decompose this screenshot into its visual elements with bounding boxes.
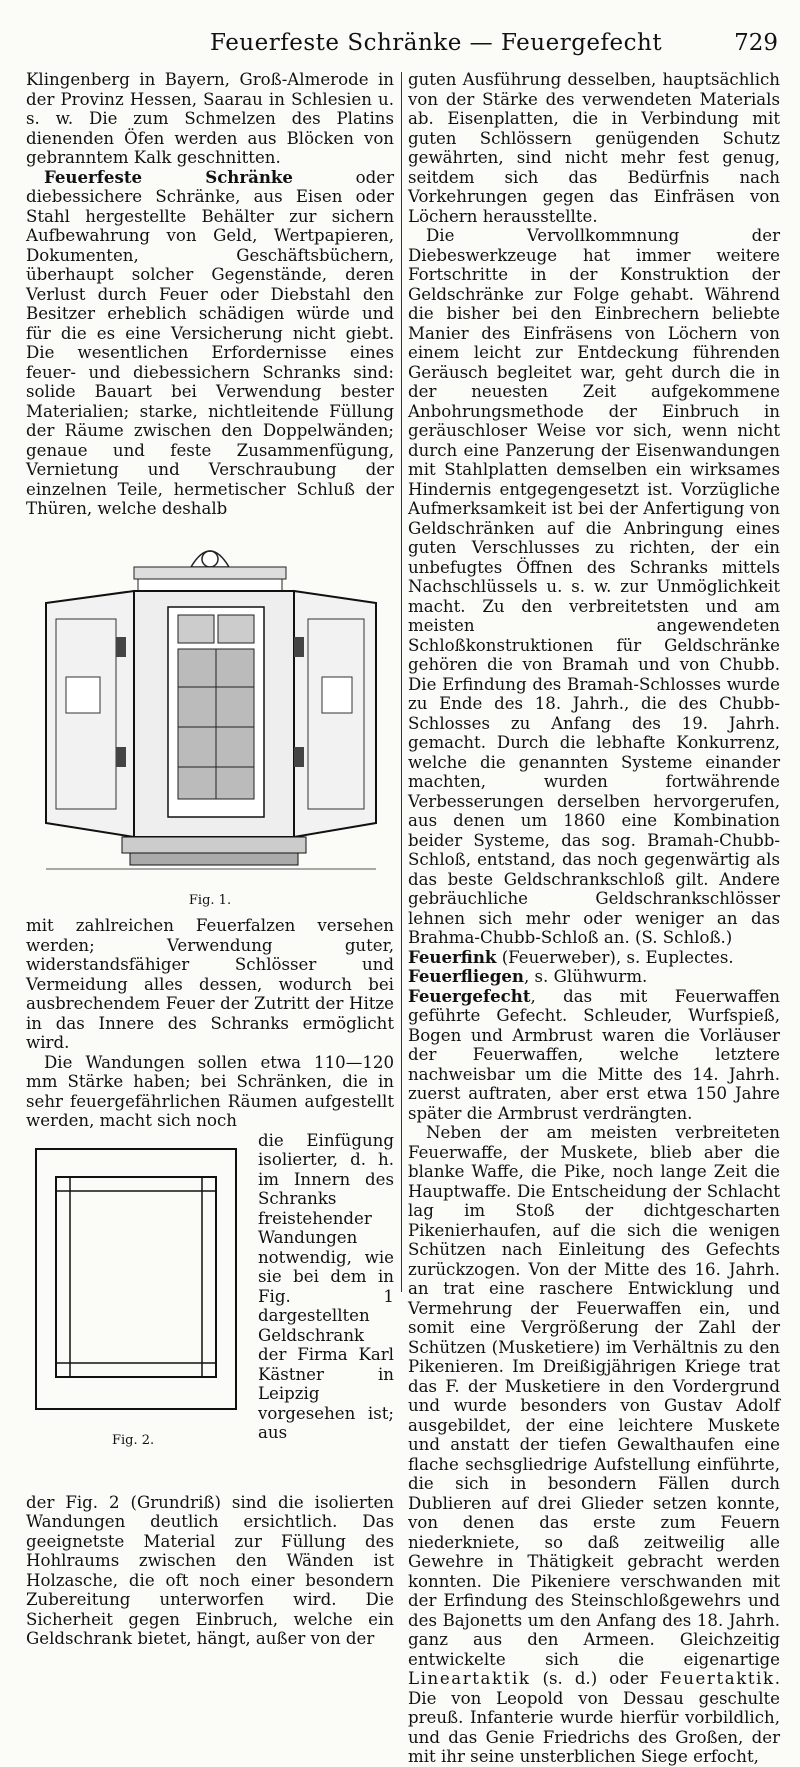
entry-feuerfeste-schraenke — [26, 168, 394, 519]
headword: Feuerfliegen — [408, 966, 524, 986]
column-divider — [401, 72, 402, 1292]
paragraph — [408, 1123, 780, 1767]
paragraph: guten Ausführung desselben, hauptsächlich von der Stärke des verwendeten Materials ab. Eisenplatten, die in Verbindung mit guten Schlössern genügenden Schutz gewährten, sind nicht mehr fest genug, seitdem sich das Bedürfnis nach Vorkehrungen gegen das Einfräsen von Löchern herausstellte. — [408, 70, 780, 226]
headword: Feuerfink — [408, 946, 497, 967]
figure-2-block — [26, 1131, 394, 1493]
entry-text: , das mit Feuerwaffen geführte Gefecht. Schleuder, Wurfspieß, Bogen und Armbrust waren die Vorläuser der Feuerwaffen, welche letztere nachweisbar um die Mitte des 14. Jahrh. zuerst auftraten, aber erst etwa 150 Jahre später die Armbrust verdrängten. — [408, 986, 780, 1123]
paragraph: Die Wandungen sollen etwa 110—120 mm Stärke haben; bei Schränken, die in sehr feuergefährlichen Räumen aufgestellt werden, macht sich noch — [26, 1052, 394, 1130]
figure-2-caption: Fig. 2. — [112, 1432, 155, 1448]
figure-2-floorplan — [26, 1137, 248, 1429]
right-column — [408, 70, 780, 1767]
page-number: 729 — [734, 30, 778, 56]
page-header — [0, 0, 800, 70]
entry-feuerfliegen — [408, 967, 780, 987]
spaced-term: Feuertaktik — [659, 1669, 775, 1688]
figure-1-safe-illustration — [26, 527, 394, 887]
entry-text: oder diebessichere Schränke, aus Eisen oder Stahl hergestellte Behälter zur sichern Aufbewahrung von Geld, Wertpapieren, Dokumenten, Geschäftsbüchern, überhaupt solcher Gegenstände, deren Verlust durch Feuer oder Diebstahl den Besitzer erheblich schädigen würde und für die es eine Versicherung nicht giebt. Die wesentlichen Erfordernisse eines feuer- und diebessichern Schranks sind: solide Bauart bei Verwendung bester Materialien; starke, nichtleitende Füllung der Räume zwischen den Doppelwänden; genaue und feste Zusammenfügung, Vernietung und Verschraubung der einzelnen Teile, hermetischer Schluß der Thüren, welche deshalb — [26, 167, 394, 518]
paragraph: Die Vervollkommnung der Diebeswerkzeuge hat immer weitere Fortschritte in der Konstruktion der Geldschränke zur Folge gehabt. Während die bisher bei den Einbrechern beliebte Manier des Einfräsens von Löchern von einem leicht zur Entdeckung führenden Geräusch begleitet war, geht durch die in der neuesten Zeit aufgekommene Anbohrungsmethode der Einbruch in geräuschloser Weise vor sich, wenn nicht durch eine Panzerung der Eisenwandungen mit Stahlplatten demselben ein wirksames Hindernis entgegengesetzt ist. Vorzügliche Aufmerksamkeit ist bei der Anfertigung von Geldschränken auf die Anbringung eines guten Verschlusses zu richten, der ein unbefugtes Öffnen des Schranks mittels Nachschlüssels u. s. w. zur Unmöglichkeit macht. Zu den verbreitetsten und am meisten angewendeten Schloßkonstruktionen für Geldschränke gehören die von Bramah und von Chubb. Die Erfindung des Bramah-Schlosses wurde zu Ende des 18. Jahrh., die des Chubb-Schlosses zu Anfang des 19. Jahrh. gemacht. Durch die lebhafte Konkurrenz, welche die genannten Systeme einander machten, wurden fortwährende Verbesserungen derselben hervorgerufen, aus denen um 1860 eine Kombination beider Systeme, das sog. Bramah-Chubb-Schloß, entstand, das noch gegenwärtig als das beste Geldschrankschloß gilt. Andere gebräuchliche Geldschrankschlösser lehnen sich mehr oder weniger an das Brahma-Chubb-Schloß an. (S. Schloß.) — [408, 226, 780, 947]
paragraph-text: (s. d.) oder — [530, 1669, 660, 1688]
spaced-term: Lineartaktik — [408, 1669, 531, 1688]
entry-feuergefecht — [408, 987, 780, 1124]
paragraph: Klingenberg in Bayern, Groß-Almerode in der Provinz Hessen, Saarau in Schlesien u. s. w. Die zum Schmelzen des Platins dienenden Öfen werden aus Blöcken von gebranntem Kalk geschnitten. — [26, 70, 394, 167]
headword: Feuergefecht — [408, 985, 531, 1006]
paragraph: mit zahlreichen Feuerfalzen versehen werden; Verwendung guter, widerstandsfähiger Schlösser und Vermeidung alles dessen, wodurch bei ausbrechendem Feuer der Zutritt der Hitze in das Innere des Schranks ermöglicht wird. — [26, 916, 394, 1052]
left-column — [26, 70, 394, 1649]
figure-1-caption: Fig. 1. — [188, 892, 232, 908]
wrapped-text: die Einfügung isolierter, d. h. im Innern des Schranks freistehender Wandungen notwendig, wie sie bei dem in Fig. 1 dargestellten Geldschrank der Firma Karl Kästner in Leipzig vorgesehen ist; aus — [258, 1130, 394, 1442]
entry-feuerfink — [408, 948, 780, 968]
paragraph: der Fig. 2 (Grundriß) sind die isolierten Wandungen deutlich ersichtlich. Das geeignetste Material zur Füllung des Hohlraums zwischen den Wänden ist Holzasche, die oft noch einer besondern Zubereitung unterworfen wird. Die Sicherheit gegen Einbruch, welche ein Geldschrank bietet, hängt, außer von der — [26, 1492, 394, 1648]
running-title: Feuerfeste Schränke — Feuergefecht — [210, 30, 663, 56]
paragraph-text: . Die von Leopold von Dessau geschulte preuß. Infanterie wurde hierfür vorbildlich, und das Genie Friedrichs des Großen, der mit ihr seine unsterblichen Siege erfocht, — [408, 1669, 780, 1766]
paragraph-text: Neben der am meisten verbreiteten Feuerwaffe, der Muskete, blieb aber die blanke Waffe, die Pike, noch lange Zeit die Hauptwaffe. Die Entscheidung der Schlacht lag im Stoß der dichtgescharten Pikenierhaufen, auf die sich die wenigen Schützen nach Einleitung des Gefechts zurückzogen. Von der Mitte des 16. Jahrh. an trat eine raschere Entwicklung und Vermehrung der Feuerwaffen ein, und somit eine Vergrößerung der Zahl der Schützen (Musketiere) im Verhältnis zu den Pikenieren. Im Dreißigjährigen Kriege trat das F. der Musketiere in den Vordergrund und wurde besonders von Gustav Adolf ausgebildet, der eine leichtere Muskete und anstatt der tiefen Gewalthaufen eine flache sechsgliedrige Aufstellung einführte, die sich in besondern Fällen durch Dublieren auf drei Glieder setzen konnte, von denen das erste zum Feuern niederkniete, so daß zeitweilig alle Gewehre in Thätigkeit gebracht werden konnten. Die Pikeniere verschwanden mit der Erfindung des Steinschloßgewehrs und des Bajonetts um den Anfang des 18. Jahrh. ganz aus den Armeen. Gleichzeitig entwickelte sich die eigenartige — [408, 1123, 780, 1669]
headword: Feuerfeste Schränke — [44, 166, 293, 187]
entry-text: , s. Glühwurm. — [523, 967, 648, 986]
entry-text: (Feuerweber), s. Euplectes. — [496, 947, 734, 967]
